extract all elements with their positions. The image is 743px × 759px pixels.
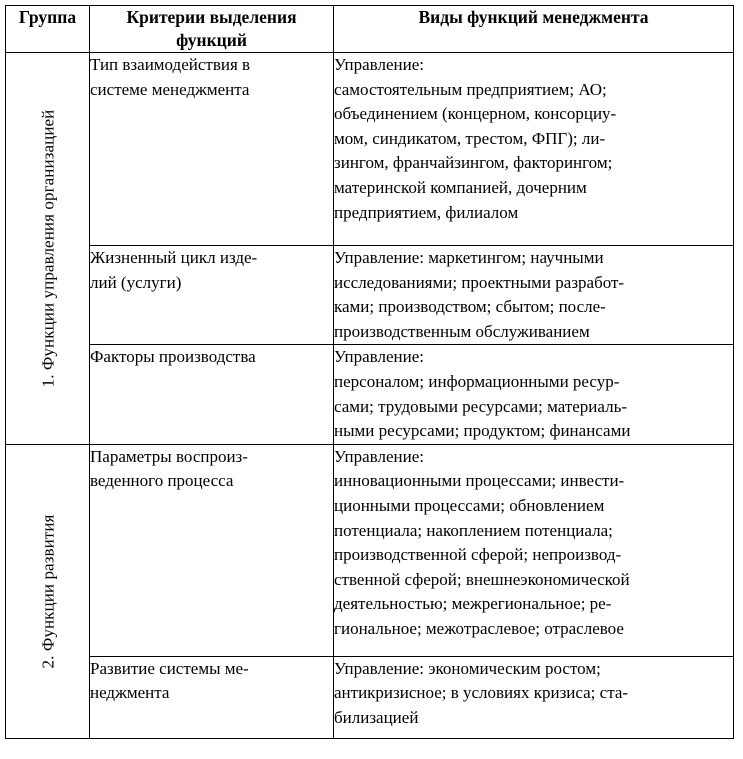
kinds-line: сами; трудовыми ресурсами; материаль-: [334, 396, 628, 416]
kinds-line: ционными процессами; обновлением: [334, 495, 605, 515]
management-functions-table: [5, 5, 734, 739]
criteria-cell: [90, 53, 334, 246]
kinds-line: зингом, франчайзингом, факторингом;: [334, 153, 613, 173]
kinds-line: инновационными процессами; инвести-: [334, 471, 625, 491]
kinds-cell: [334, 345, 734, 444]
kinds-line: производственной сферой; непроизвод-: [334, 545, 622, 565]
criteria-line: системе менеджмента: [90, 79, 250, 99]
kinds-line: мом, синдикатом, трестом, ФПГ); ли-: [334, 128, 606, 148]
table-body: [6, 53, 734, 739]
criteria-text: [90, 246, 333, 295]
column-header-group: [6, 6, 90, 53]
kinds-cell: [334, 656, 734, 738]
criteria-cell: [90, 345, 334, 444]
kinds-line: потенциала; накоплением потенциала;: [334, 520, 613, 540]
kinds-line: Управление:: [334, 446, 424, 466]
kinds-line: ными ресурсами; продуктом; финансами: [334, 421, 631, 441]
column-header-criteria-line-2: функций: [176, 30, 247, 50]
kinds-text: [334, 345, 733, 443]
criteria-line: Жизненный цикл изде-: [90, 248, 258, 267]
table-row: [6, 444, 734, 656]
group-label-2: 2. Функции развития: [38, 514, 57, 669]
table-row: [6, 53, 734, 246]
column-header-criteria: [90, 6, 334, 53]
kinds-line: гиональное; межотраслевое; отраслевое: [334, 618, 624, 638]
column-header-kinds: [334, 6, 734, 53]
kinds-line: ками; производством; сбытом; после-: [334, 297, 606, 317]
column-header-criteria-line-1: Критерии выделения: [126, 7, 297, 27]
kinds-line: Управление:: [334, 55, 424, 74]
kinds-line: Управление:: [334, 347, 424, 367]
kinds-cell: [334, 246, 734, 345]
column-header-group-label: Группа: [18, 7, 77, 27]
header-row: [6, 6, 734, 53]
kinds-line: Управление: маркетингом; научными: [334, 248, 604, 267]
criteria-cell: [90, 444, 334, 656]
kinds-line: предприятием, филиалом: [334, 202, 519, 222]
criteria-line: Тип взаимодействия в: [90, 55, 251, 74]
criteria-line: неджмента: [90, 683, 170, 703]
criteria-line: Параметры воспроиз-: [90, 446, 248, 466]
table-row: [6, 656, 734, 738]
kinds-line: антикризисное; в условиях кризиса; ста-: [334, 683, 629, 703]
kinds-text: [334, 445, 733, 642]
criteria-line: лий (услуги): [90, 272, 182, 292]
group-label-1-wrap: [6, 53, 89, 444]
criteria-text: [90, 657, 333, 706]
column-header-criteria-label: [90, 6, 333, 52]
group-cell-2: [6, 444, 90, 738]
kinds-line: объединением (концерном, консорциу-: [334, 104, 617, 124]
criteria-line: веденного процесса: [90, 471, 234, 491]
kinds-line: деятельностью; межрегиональное; ре-: [334, 594, 612, 614]
kinds-line: исследованиями; проектными разработ-: [334, 272, 625, 292]
kinds-line: самостоятельным предприятием; АО;: [334, 79, 607, 99]
table-row: [6, 345, 734, 444]
group-cell-1: [6, 53, 90, 445]
group-label-1: 1. Функции управления организацией: [38, 109, 58, 388]
criteria-text: [90, 345, 333, 370]
kinds-text: [334, 53, 733, 225]
kinds-text: [334, 657, 733, 731]
criteria-cell: [90, 656, 334, 738]
criteria-line: Развитие системы ме-: [90, 658, 249, 678]
kinds-line: билизацией: [334, 707, 419, 727]
criteria-text: [90, 445, 333, 494]
group-label-2-wrap: [6, 445, 89, 738]
table-header: [6, 6, 734, 53]
kinds-line: ственной сферой; внешнеэкономической: [334, 569, 630, 589]
kinds-line: материнской компанией, дочерним: [334, 177, 587, 197]
criteria-text: [90, 53, 333, 102]
kinds-cell: [334, 53, 734, 246]
column-header-kinds-label: Виды функций менеджмента: [418, 7, 649, 27]
table-row: [6, 246, 734, 345]
kinds-text: [334, 246, 733, 344]
criteria-cell: [90, 246, 334, 345]
kinds-line: Управление: экономическим ростом;: [334, 658, 601, 678]
kinds-line: персоналом; информационными ресур-: [334, 371, 620, 391]
criteria-line: Факторы производства: [90, 347, 256, 367]
kinds-cell: [334, 444, 734, 656]
kinds-line: производственным обслуживанием: [334, 321, 590, 341]
